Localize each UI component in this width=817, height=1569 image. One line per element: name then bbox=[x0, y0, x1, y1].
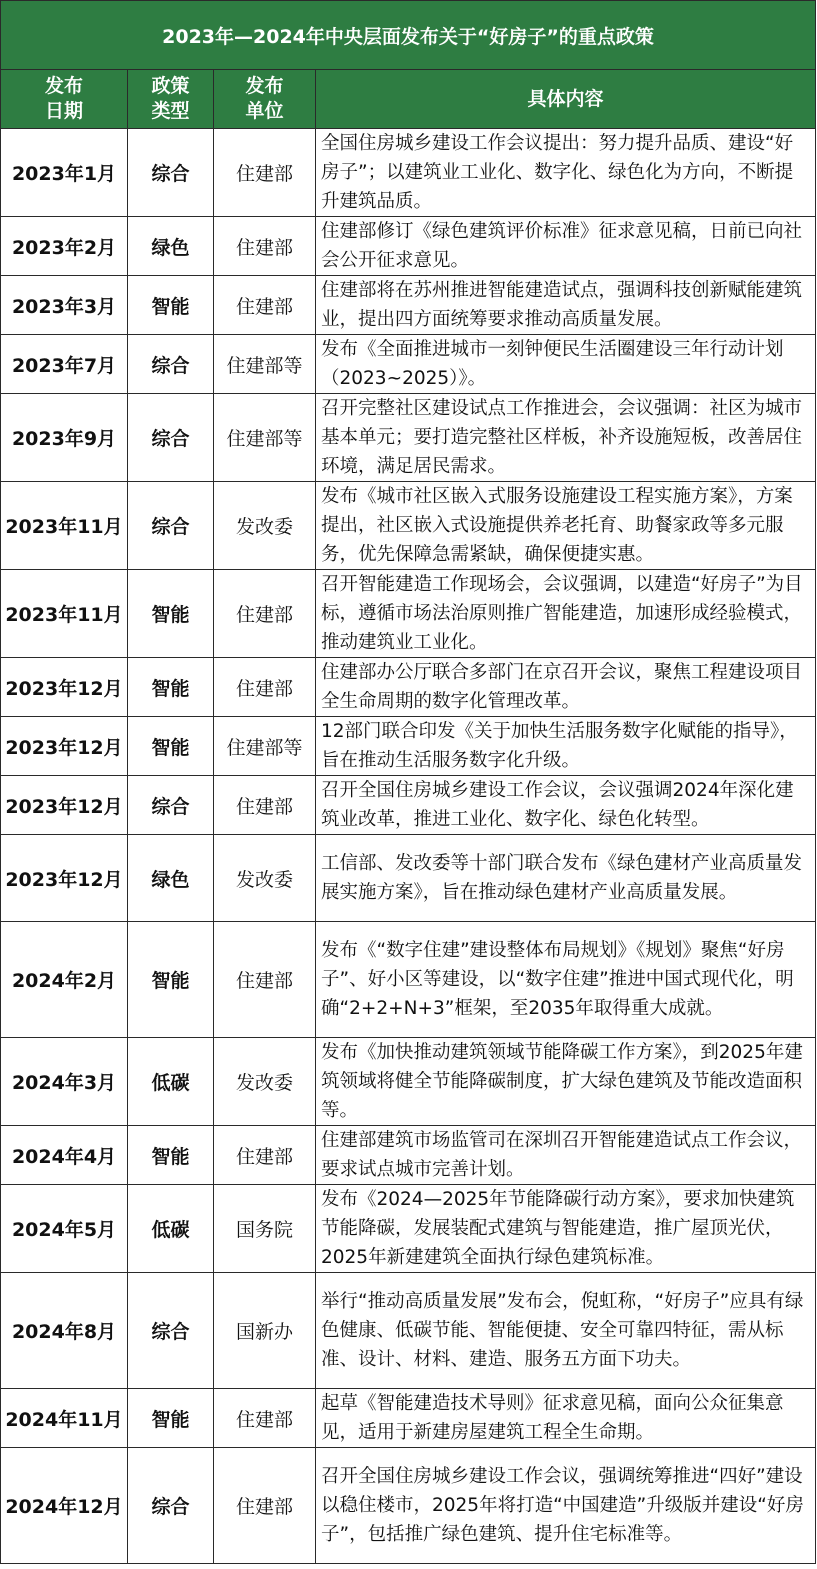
header-date-line2: 日期 bbox=[44, 100, 83, 122]
row-date: 2024年11月 bbox=[1, 1389, 128, 1448]
table-title: 2023年—2024年中央层面发布关于“好房子”的重点政策 bbox=[1, 1, 816, 70]
row-content: 住建部将在苏州推进智能建造试点，强调科技创新赋能建筑业，提出四方面统筹要求推动高质量发展。 bbox=[316, 276, 816, 335]
row-content: 召开智能建造工作现场会，会议强调，以建造“好房子”为目标，遵循市场法治原则推广智能建造，加速形成经验模式，推动建筑业工业化。 bbox=[316, 570, 816, 658]
row-policy-type: 综合 bbox=[128, 394, 214, 482]
title-row bbox=[1, 1, 816, 70]
table-row bbox=[1, 335, 816, 394]
row-issuer: 住建部等 bbox=[214, 335, 316, 394]
row-content: 发布《全面推进城市一刻钟便民生活圈建设三年行动计划（2023~2025）》。 bbox=[316, 335, 816, 394]
row-policy-type: 智能 bbox=[128, 1126, 214, 1185]
header-content: 具体内容 bbox=[316, 70, 816, 129]
row-content: 住建部建筑市场监管司在深圳召开智能建造试点工作会议，要求试点城市完善计划。 bbox=[316, 1126, 816, 1185]
header-row bbox=[1, 70, 816, 129]
row-date: 2023年12月 bbox=[1, 835, 128, 922]
table-row bbox=[1, 570, 816, 658]
row-date: 2023年12月 bbox=[1, 717, 128, 776]
row-policy-type: 智能 bbox=[128, 1389, 214, 1448]
row-content: 起草《智能建造技术导则》征求意见稿，面向公众征集意见，适用于新建房屋建筑工程全生命期。 bbox=[316, 1389, 816, 1448]
table-row bbox=[1, 129, 816, 217]
row-policy-type: 智能 bbox=[128, 922, 214, 1038]
row-policy-type: 智能 bbox=[128, 658, 214, 717]
row-policy-type: 综合 bbox=[128, 1273, 214, 1389]
table-row bbox=[1, 1389, 816, 1448]
row-date: 2024年12月 bbox=[1, 1448, 128, 1564]
row-policy-type: 绿色 bbox=[128, 835, 214, 922]
table-row bbox=[1, 776, 816, 835]
table-row bbox=[1, 394, 816, 482]
row-policy-type: 低碳 bbox=[128, 1185, 214, 1273]
row-content: 发布《城市社区嵌入式服务设施建设工程实施方案》，方案提出，社区嵌入式设施提供养老托育、助餐家政等多元服务，优先保障急需紧缺，确保便捷实惠。 bbox=[316, 482, 816, 570]
row-date: 2024年5月 bbox=[1, 1185, 128, 1273]
row-content: 全国住房城乡建设工作会议提出：努力提升品质、建设“好房子”；以建筑业工业化、数字化、绿色化为方向，不断提升建筑品质。 bbox=[316, 129, 816, 217]
row-content: 发布《“数字住建”建设整体布局规划》《规划》聚焦“好房子”、好小区等建设，以“数字住建”推进中国式现代化，明确“2+2+N+3”框架，至2035年取得重大成就。 bbox=[316, 922, 816, 1038]
table-row bbox=[1, 1185, 816, 1273]
header-type-line2: 类型 bbox=[151, 100, 190, 122]
header-type bbox=[128, 70, 214, 129]
table-row bbox=[1, 922, 816, 1038]
row-issuer: 住建部 bbox=[214, 1448, 316, 1564]
header-date-line1: 发布 bbox=[44, 75, 83, 97]
table-row bbox=[1, 482, 816, 570]
row-policy-type: 综合 bbox=[128, 482, 214, 570]
row-content: 发布《加快推动建筑领域节能降碳工作方案》，到2025年建筑领域将健全节能降碳制度，扩大绿色建筑及节能改造面积等。 bbox=[316, 1038, 816, 1126]
table-row bbox=[1, 217, 816, 276]
row-date: 2024年4月 bbox=[1, 1126, 128, 1185]
row-content: 住建部办公厅联合多部门在京召开会议，聚焦工程建设项目全生命周期的数字化管理改革。 bbox=[316, 658, 816, 717]
row-policy-type: 智能 bbox=[128, 276, 214, 335]
row-issuer: 发改委 bbox=[214, 835, 316, 922]
row-content: 工信部、发改委等十部门联合发布《绿色建材产业高质量发展实施方案》，旨在推动绿色建材产业高质量发展。 bbox=[316, 835, 816, 922]
row-issuer: 住建部等 bbox=[214, 717, 316, 776]
row-policy-type: 综合 bbox=[128, 129, 214, 217]
row-date: 2023年7月 bbox=[1, 335, 128, 394]
table-row bbox=[1, 1273, 816, 1389]
row-content: 召开完整社区建设试点工作推进会，会议强调：社区为城市基本单元；要打造完整社区样板，补齐设施短板，改善居住环境，满足居民需求。 bbox=[316, 394, 816, 482]
table-row bbox=[1, 1126, 816, 1185]
row-issuer: 住建部等 bbox=[214, 394, 316, 482]
row-content: 举行“推动高质量发展”发布会，倪虹称，“好房子”应具有绿色健康、低碳节能、智能便捷、安全可靠四特征，需从标准、设计、材料、建造、服务五方面下功夫。 bbox=[316, 1273, 816, 1389]
row-date: 2024年2月 bbox=[1, 922, 128, 1038]
row-date: 2023年12月 bbox=[1, 776, 128, 835]
row-policy-type: 低碳 bbox=[128, 1038, 214, 1126]
row-policy-type: 绿色 bbox=[128, 217, 214, 276]
row-issuer: 发改委 bbox=[214, 1038, 316, 1126]
header-unit-line2: 单位 bbox=[245, 100, 284, 122]
row-issuer: 发改委 bbox=[214, 482, 316, 570]
row-content: 召开全国住房城乡建设工作会议，会议强调2024年深化建筑业改革，推进工业化、数字化、绿色化转型。 bbox=[316, 776, 816, 835]
row-content: 住建部修订《绿色建筑评价标准》征求意见稿，日前已向社会公开征求意见。 bbox=[316, 217, 816, 276]
row-policy-type: 智能 bbox=[128, 717, 214, 776]
row-date: 2023年9月 bbox=[1, 394, 128, 482]
table-row bbox=[1, 835, 816, 922]
row-issuer: 国新办 bbox=[214, 1273, 316, 1389]
row-content: 召开全国住房城乡建设工作会议，强调统筹推进“四好”建设以稳住楼市，2025年将打造“中国建造”升级版并建设“好房子”，包括推广绿色建筑、提升住宅标准等。 bbox=[316, 1448, 816, 1564]
row-content: 12部门联合印发《关于加快生活服务数字化赋能的指导》，旨在推动生活服务数字化升级。 bbox=[316, 717, 816, 776]
row-issuer: 住建部 bbox=[214, 129, 316, 217]
row-issuer: 住建部 bbox=[214, 1126, 316, 1185]
header-unit-line1: 发布 bbox=[245, 75, 284, 97]
row-issuer: 住建部 bbox=[214, 1389, 316, 1448]
header-type-line1: 政策 bbox=[151, 75, 190, 97]
header-unit bbox=[214, 70, 316, 129]
row-issuer: 国务院 bbox=[214, 1185, 316, 1273]
table-row bbox=[1, 1038, 816, 1126]
row-date: 2023年1月 bbox=[1, 129, 128, 217]
row-policy-type: 智能 bbox=[128, 570, 214, 658]
row-date: 2023年12月 bbox=[1, 658, 128, 717]
table-body bbox=[1, 129, 816, 1564]
row-date: 2024年8月 bbox=[1, 1273, 128, 1389]
row-date: 2023年11月 bbox=[1, 482, 128, 570]
row-issuer: 住建部 bbox=[214, 658, 316, 717]
row-content: 发布《2024—2025年节能降碳行动方案》，要求加快建筑节能降碳，发展装配式建筑与智能建造，推广屋顶光伏，2025年新建建筑全面执行绿色建筑标准。 bbox=[316, 1185, 816, 1273]
row-date: 2023年11月 bbox=[1, 570, 128, 658]
row-policy-type: 综合 bbox=[128, 335, 214, 394]
row-policy-type: 综合 bbox=[128, 1448, 214, 1564]
row-issuer: 住建部 bbox=[214, 217, 316, 276]
table-row bbox=[1, 658, 816, 717]
row-issuer: 住建部 bbox=[214, 776, 316, 835]
row-issuer: 住建部 bbox=[214, 922, 316, 1038]
table-row bbox=[1, 717, 816, 776]
row-date: 2024年3月 bbox=[1, 1038, 128, 1126]
table-row bbox=[1, 276, 816, 335]
row-date: 2023年2月 bbox=[1, 217, 128, 276]
row-issuer: 住建部 bbox=[214, 276, 316, 335]
table-row bbox=[1, 1448, 816, 1564]
row-issuer: 住建部 bbox=[214, 570, 316, 658]
header-date bbox=[1, 70, 128, 129]
row-date: 2023年3月 bbox=[1, 276, 128, 335]
row-policy-type: 综合 bbox=[128, 776, 214, 835]
